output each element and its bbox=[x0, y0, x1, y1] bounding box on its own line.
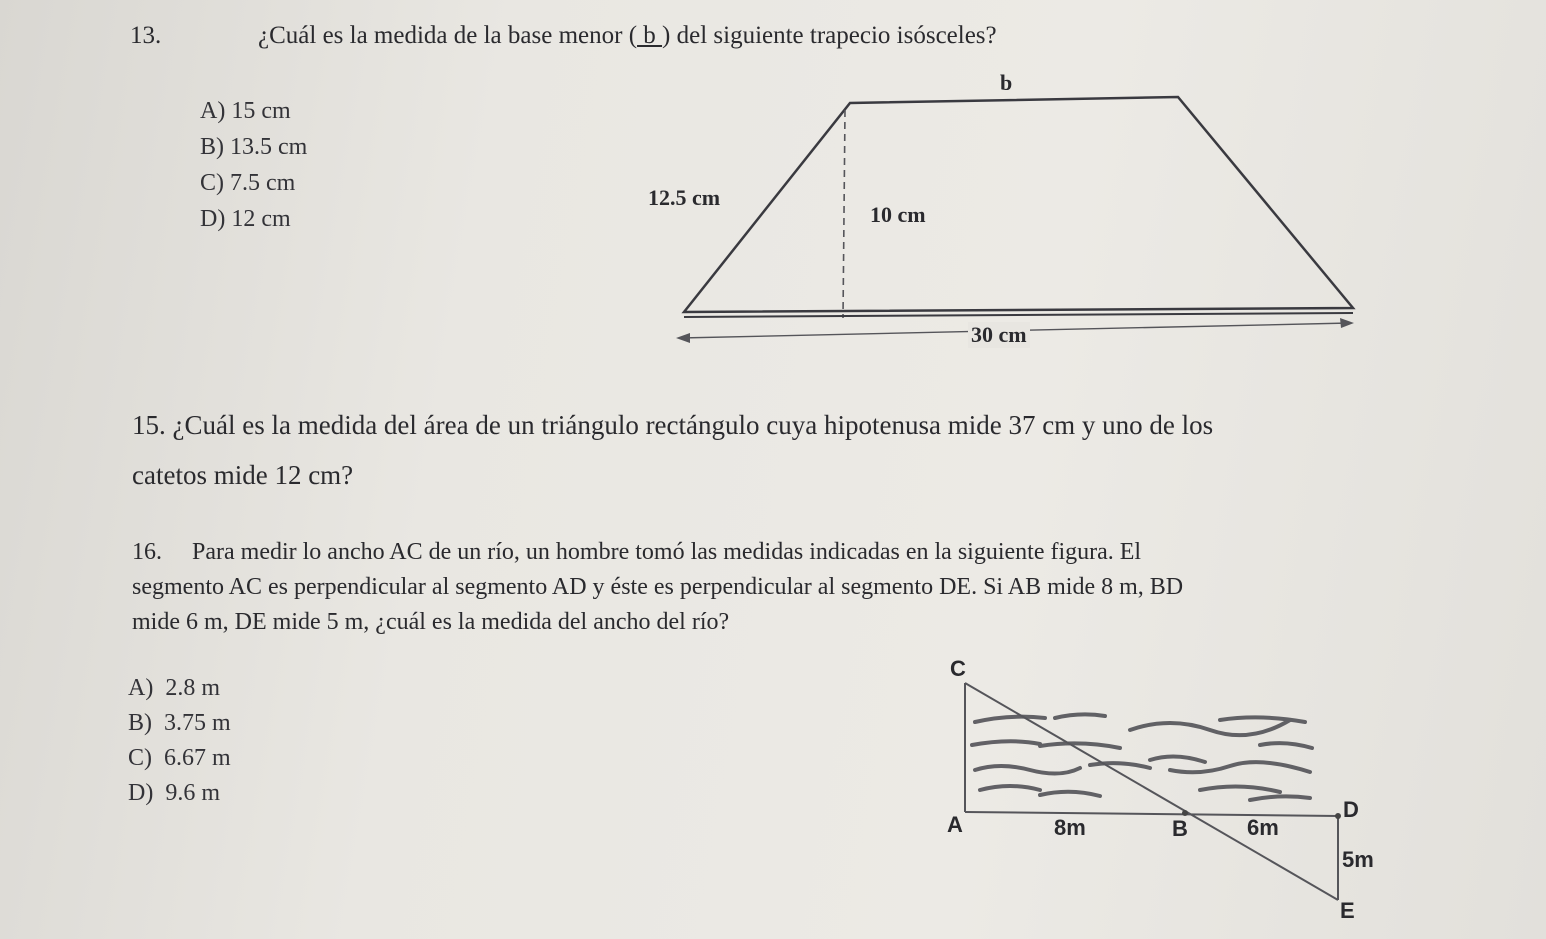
q16-option-b: B) 3.75 m bbox=[128, 710, 231, 736]
label-30-cm: 30 cm bbox=[968, 322, 1030, 348]
q16-option-a: A) 2.8 m bbox=[128, 675, 220, 701]
q13-option-a: A) 15 cm bbox=[200, 98, 291, 124]
river-waves bbox=[972, 714, 1312, 800]
segment-ad bbox=[965, 812, 1338, 816]
q16-line-1: 16. Para medir lo ancho AC de un río, un hombre tomó las medidas indicadas en la siguiente figura. El bbox=[132, 539, 1142, 565]
label-8m: 8m bbox=[1054, 815, 1086, 840]
q16-option-d: D) 9.6 m bbox=[128, 780, 220, 806]
label-12-5-cm: 12.5 cm bbox=[648, 185, 721, 210]
q15-line-2: catetos mide 12 cm? bbox=[132, 460, 354, 490]
label-point-c: C bbox=[950, 656, 966, 681]
label-point-b: B bbox=[1172, 816, 1188, 841]
q13-option-c: C) 7.5 cm bbox=[200, 170, 296, 196]
label-6m: 6m bbox=[1247, 815, 1279, 840]
q13-prompt-var: b bbox=[637, 22, 663, 49]
q13-number: 13. bbox=[130, 22, 162, 49]
label-point-a: A bbox=[947, 812, 963, 837]
q13-option-b: B) 13.5 cm bbox=[200, 134, 308, 160]
q15-line-1: 15. ¿Cuál es la medida del área de un triángulo rectángulo cuya hipotenusa mide 37 cm y uno de los bbox=[132, 410, 1214, 440]
label-point-e: E bbox=[1340, 898, 1355, 923]
label-5m: 5m bbox=[1342, 847, 1374, 872]
q16-option-c: C) 6.67 m bbox=[128, 745, 231, 771]
q13-prompt-post: ) del siguiente trapecio isósceles? bbox=[662, 22, 997, 49]
q16-line-3: mide 6 m, DE mide 5 m, ¿cuál es la medida del ancho del río? bbox=[132, 609, 730, 635]
q13-option-d: D) 12 cm bbox=[200, 206, 291, 232]
label-b: b bbox=[1000, 70, 1013, 95]
segment-ce bbox=[965, 683, 1338, 900]
label-point-d: D bbox=[1343, 797, 1359, 822]
label-10-cm: 10 cm bbox=[870, 202, 926, 227]
point-d-dot bbox=[1335, 813, 1341, 819]
q16-line-2: segmento AC es perpendicular al segmento AD y éste es perpendicular al segmento DE. Si AB mide 8 m, BD bbox=[132, 574, 1184, 600]
q13-prompt-pre: ¿Cuál es la medida de la base menor ( bbox=[258, 22, 638, 49]
